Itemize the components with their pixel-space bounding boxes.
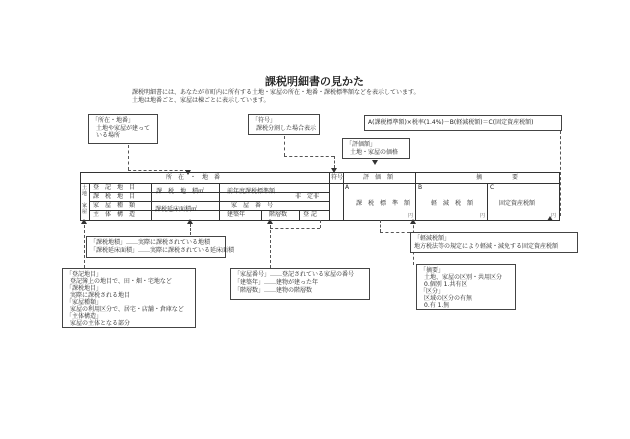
connector bbox=[380, 232, 410, 233]
page-title: 課税明細書の見かた bbox=[265, 75, 364, 88]
connector bbox=[128, 145, 129, 170]
note-keigen-zeigaku bbox=[410, 232, 578, 253]
note-body: 「課税延床面積」……実際に課税されている延床面積 bbox=[90, 246, 235, 254]
row-toki-chimoku: 登 記 地 目 bbox=[93, 184, 136, 191]
intro-line-2: 土地は地番ごと、家屋は棟ごとに表示しています。 bbox=[132, 97, 270, 104]
note-body: 0.個別 1.共有区 bbox=[424, 281, 468, 288]
note-body: 課税分割した場合表示 bbox=[256, 124, 317, 132]
note-heading: 「課税地目」 bbox=[66, 285, 103, 292]
note-body: 0.有 1.無 bbox=[424, 302, 450, 309]
connector bbox=[560, 131, 561, 216]
note-body: 家屋の主体となる部分 bbox=[70, 320, 131, 327]
col-kenchikunen: 建築年 bbox=[227, 211, 246, 218]
note-chimoku bbox=[62, 268, 196, 328]
note-heading: 「主体構造」 bbox=[66, 313, 103, 320]
side-land: 土地 bbox=[82, 185, 88, 197]
note-body: 家屋の利用区分で、居宅・店舗・倉庫など bbox=[70, 306, 184, 313]
note-shozai-chiban bbox=[88, 114, 158, 144]
formula-box bbox=[364, 115, 562, 131]
note-body: 区域の区分の有無 bbox=[424, 295, 473, 302]
note-heading: 「所在・地番」 bbox=[92, 117, 135, 124]
arrow-up-icon bbox=[81, 219, 87, 224]
head-fugo: 符号 bbox=[331, 174, 344, 181]
col-zennen-hyojun: 前年度課税標準額 bbox=[227, 188, 276, 195]
col-kaoku-bango: 家 屋 番 号 bbox=[231, 202, 274, 209]
col-kazei-menseki: 課税延床面積㎡ bbox=[155, 206, 198, 213]
note-body: 「課税地積」……実際に課税されている地積 bbox=[90, 239, 211, 246]
note-body: 登記簿上の地目で、田・畑・宅地など bbox=[70, 278, 172, 285]
connector bbox=[84, 220, 85, 268]
note-body: 土地、家屋の区別・共用区分 bbox=[424, 274, 503, 281]
connector bbox=[380, 220, 381, 232]
note-fugo bbox=[248, 114, 320, 135]
row-kazei-chimoku: 課 税 地 目 bbox=[93, 193, 136, 200]
note-heading: 「軽減税額」 bbox=[414, 235, 451, 242]
connector bbox=[284, 156, 334, 157]
note-body: 土地や家屋が建って bbox=[96, 124, 151, 132]
note-heading: 「登記地目」 bbox=[66, 271, 103, 278]
col-toki: 登 記 bbox=[303, 211, 317, 218]
head-tekiyo: 摘 要 bbox=[476, 174, 519, 181]
note-heading: 「家屋種類」 bbox=[66, 299, 103, 306]
tax-detail-table bbox=[80, 172, 560, 221]
kotei-shisan-zeigaku: 固定資産税額 bbox=[499, 200, 536, 207]
formula-text: A(課税標準額)×税率(1.4%)－B(軽減税額)＝C(固定資産税額) bbox=[368, 119, 534, 126]
mark-a: A bbox=[345, 184, 350, 191]
connector bbox=[270, 228, 320, 229]
yen-a: 円 bbox=[408, 213, 414, 219]
note-body: 「階層数」……建物の階層数 bbox=[234, 287, 313, 294]
head-shozai: 所 在 ・ 地 番 bbox=[166, 174, 221, 181]
note-body: いる場所 bbox=[96, 132, 121, 139]
intro-line-1: 課税明細書には、あなたが市町内に所有する土地・家屋の所在・地番・課税標準額などを表示しています。 bbox=[132, 89, 420, 96]
arrow-up-icon bbox=[187, 219, 193, 224]
yen-b: 円 bbox=[480, 213, 486, 219]
note-kaoku-bango bbox=[230, 268, 370, 300]
keigen-zeigaku: 軽 減 税 額 bbox=[431, 200, 474, 207]
note-tekiyo bbox=[416, 264, 516, 310]
arrow-up-icon bbox=[410, 219, 416, 224]
yen-c: 円 bbox=[551, 213, 557, 219]
note-body: 実際に課税される地目 bbox=[70, 292, 131, 299]
head-hyoka: 評 価 額 bbox=[363, 174, 394, 181]
note-kazei-chiseki bbox=[86, 236, 235, 258]
note-body: 「家屋番号」……登記されている家屋の番号 bbox=[234, 271, 355, 278]
kazei-hyojungaku: 課 税 標 準 額 bbox=[356, 200, 411, 207]
note-heading: 「符号」 bbox=[252, 117, 277, 124]
col-kaisosu: 階層数 bbox=[269, 211, 288, 218]
note-hyokagaku bbox=[342, 138, 410, 159]
row-kaoku-shurui: 家 屋 種 類 bbox=[93, 202, 136, 209]
connector bbox=[284, 136, 285, 156]
note-heading: 「評価額」 bbox=[346, 141, 377, 148]
col-kakuchi: 定非 bbox=[307, 193, 320, 200]
note-heading: 「摘要」 bbox=[420, 267, 445, 274]
arrow-up-icon bbox=[267, 219, 273, 224]
connector bbox=[334, 156, 335, 168]
arrow-down-icon bbox=[372, 160, 378, 165]
mark-c: C bbox=[490, 184, 495, 191]
side-house: 家屋 bbox=[82, 203, 88, 215]
connector bbox=[320, 220, 321, 228]
row-shutai-kozo: 主 体 構 造 bbox=[93, 211, 136, 218]
mark-b: B bbox=[418, 184, 423, 191]
note-body: 土地・家屋の価格 bbox=[350, 148, 399, 156]
connector bbox=[128, 170, 188, 171]
note-body: 「建築年」……建物が建った年 bbox=[234, 279, 319, 286]
col-kazei-chiseki: 課 税 地 積㎡ bbox=[156, 188, 205, 195]
note-body: 地方税法等の規定により軽減・減免する固定資産税額 bbox=[414, 242, 559, 250]
col-hijo: 非 bbox=[295, 193, 302, 200]
note-heading: 「区分」 bbox=[420, 288, 445, 295]
